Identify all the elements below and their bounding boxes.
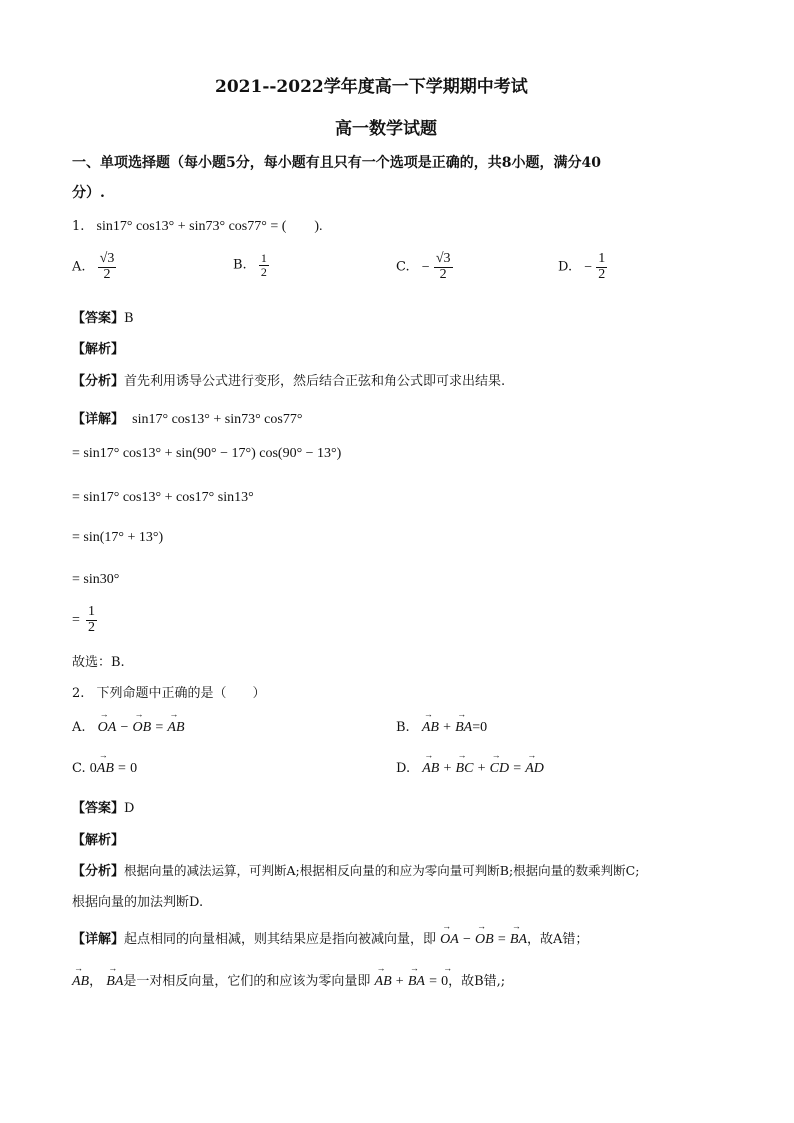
q1-opt-d-num: 1: [598, 251, 606, 266]
q1-opt-d-den: 2: [598, 266, 606, 282]
q2-opt-d-eq: =: [513, 761, 522, 776]
q2-opt-a-vec-oa: → OA: [98, 720, 117, 736]
q2-opt-b-label: B.: [396, 720, 410, 735]
q1-fenxi-text: 首先利用诱导公式进行变形，然后结合正弦和角公式即可求出结果.: [124, 374, 506, 389]
q1-option-b: [233, 252, 269, 278]
q1-option-c: [396, 252, 453, 282]
q1-stem: [72, 215, 323, 235]
q2-fenxi: [72, 860, 639, 879]
q2-xiangjie: [72, 928, 588, 948]
q2-opt-d-plus1: +: [443, 761, 452, 776]
q2-opt-a-label: A.: [72, 720, 86, 735]
q2-xj-eq: =: [497, 932, 506, 947]
q1-opt-a-den: 2: [103, 266, 111, 282]
q2-option-c: [72, 761, 137, 777]
q2-xj-vec-oa: → OA: [440, 932, 459, 948]
q2-xj-minus: −: [462, 932, 471, 947]
page-subtitle: 高一数学试题: [335, 119, 437, 139]
q2-opt-c-result: 0: [130, 761, 138, 776]
q2-xj2-sep: ，: [89, 974, 103, 989]
q2-xj2-plus: +: [395, 974, 404, 989]
q2-xiangjie-text2: ，故A错；: [527, 932, 589, 947]
q2-number: 2.: [72, 686, 85, 701]
q1-answer-tag: 【答案】: [72, 311, 125, 326]
q2-xj2-zero-vec: → 0: [441, 974, 448, 990]
q1-step5: [72, 605, 97, 635]
q1-option-d: [558, 252, 607, 282]
q2-opt-c-zero: 0: [89, 761, 97, 776]
q2-xj2-vec-ab: → AB: [72, 974, 89, 990]
q1-step5-num: 1: [88, 604, 96, 619]
q2-option-d: [396, 761, 544, 777]
q1-opt-d-sign: −: [584, 259, 593, 275]
q2-xj2-vec-ba2: → BA: [408, 974, 425, 990]
q2-stem-text: 下列命题中正确的是（ ）: [96, 686, 266, 701]
q1-opt-d-fraction: [596, 252, 607, 282]
q1-opt-a-label: A.: [72, 259, 86, 275]
q2-opt-c-label: C.: [72, 761, 86, 776]
q2-answer-value: D: [124, 801, 135, 816]
q2-xj2-text2: ，故B错,;: [448, 974, 506, 989]
q1-step5-eq: =: [72, 612, 80, 628]
q2-xiangjie-tag: 【详解】: [72, 932, 125, 947]
q1-opt-d-label: D.: [558, 259, 573, 275]
q1-xiangjie: [72, 408, 302, 428]
q1-answer: [72, 307, 134, 326]
q2-opt-b-eq: =: [472, 720, 481, 735]
q1-opt-c-num: √3: [435, 251, 451, 266]
q2-fenxi-line1: 根据向量的减法运算，可判断A;根据相反向量的和应为零向量可判断B;根据向量的数乘判断C;: [124, 863, 640, 878]
q2-opt-b-vec-ab: → AB: [422, 720, 439, 736]
q1-opt-c-sign: −: [421, 259, 430, 275]
q2-analysis-tag: 【解析】: [72, 833, 125, 848]
q2-opt-d-vec-ab: → AB: [422, 761, 439, 777]
q1-option-a: [72, 252, 116, 282]
q1-opt-b-den: 2: [260, 264, 267, 279]
q1-opt-b-label: B.: [233, 257, 247, 273]
q2-xj2-eq: =: [429, 974, 437, 989]
q2-opt-d-vec-cd: → CD: [490, 761, 509, 777]
q1-step2: = sin17° cos13° + cos17° sin13°: [72, 490, 254, 505]
q1-answer-value: B: [124, 311, 134, 326]
q1-step1: = sin17° cos13° + sin(90° − 17°) cos(90° − 13°): [72, 446, 342, 461]
q2-answer: [72, 797, 134, 816]
q2-xj-vec-ba: → BA: [510, 932, 527, 948]
q2-opt-a-minus: −: [120, 720, 129, 735]
q1-opt-a-fraction: [98, 252, 117, 282]
q1-opt-a-num: √3: [99, 251, 115, 266]
q1-xiangjie-expr: sin17° cos13° + sin73° cos77°: [132, 412, 303, 427]
q1-opt-c-label: C.: [396, 259, 410, 275]
q2-option-a: [72, 720, 185, 736]
q2-opt-d-label: D.: [396, 761, 411, 776]
q2-opt-d-vec-bc: → BC: [456, 761, 474, 777]
q2-xj2-vec-ab2: → AB: [375, 974, 392, 990]
q2-xj2-vec-ba: → BA: [106, 974, 123, 990]
q1-stem-text: sin17° cos13° + sin73° cos77° = ( ).: [96, 219, 323, 234]
q1-opt-b-num: 1: [260, 251, 267, 265]
q1-number: 1.: [72, 219, 85, 234]
q1-fenxi: [72, 370, 505, 389]
q1-opt-c-fraction: [434, 252, 453, 282]
q1-conclusion: 故选：B.: [72, 655, 125, 670]
q1-xiangjie-tag: 【详解】: [72, 412, 125, 427]
q2-option-b: [396, 720, 487, 736]
q2-opt-d-vec-ad: → AD: [525, 761, 544, 777]
q2-opt-d-plus2: +: [477, 761, 486, 776]
q2-opt-b-plus: +: [443, 720, 451, 735]
q2-opt-c-eq: =: [118, 761, 126, 776]
q2-fenxi-tag: 【分析】: [72, 864, 125, 879]
q2-xj2-text1: 是一对相反向量，它们的和应该为零向量即: [123, 974, 371, 989]
q1-step4: = sin30°: [72, 572, 120, 587]
q1-step3: = sin(17° + 13°): [72, 530, 164, 545]
q2-answer-tag: 【答案】: [72, 801, 125, 816]
q2-opt-a-vec-ob: → OB: [133, 720, 152, 736]
q2-opt-b-vec-ba: → BA: [455, 720, 472, 736]
q2-stem: [72, 682, 266, 701]
q2-xiangjie-line2: [72, 970, 505, 990]
q2-opt-a-vec-ab: → AB: [167, 720, 184, 736]
q1-step5-fraction: [86, 605, 97, 635]
q1-fenxi-tag: 【分析】: [72, 374, 125, 389]
q2-opt-c-vec-ab: → AB: [97, 761, 114, 777]
q1-analysis-tag: 【解析】: [72, 342, 125, 357]
section-heading-line1: 一、单项选择题（每小题5分，每小题有且只有一个选项是正确的，共8小题，满分40: [72, 155, 601, 171]
q1-step5-den: 2: [88, 619, 96, 635]
page-title: 2021--2022学年度高一下学期期中考试: [215, 77, 528, 97]
q2-fenxi-line2: 根据向量的加法判断D.: [72, 895, 204, 910]
q2-opt-b-zero: 0: [480, 720, 488, 735]
q1-opt-c-den: 2: [439, 266, 447, 282]
section-heading-line2: 分）.: [72, 185, 105, 201]
q2-xj-vec-ob: → OB: [475, 932, 494, 948]
q1-opt-b-fraction: [259, 252, 269, 278]
q2-xiangjie-text1: 起点相同的向量相减，则其结果应是指向被减向量，即: [124, 932, 437, 947]
q2-opt-a-eq: =: [155, 720, 164, 735]
